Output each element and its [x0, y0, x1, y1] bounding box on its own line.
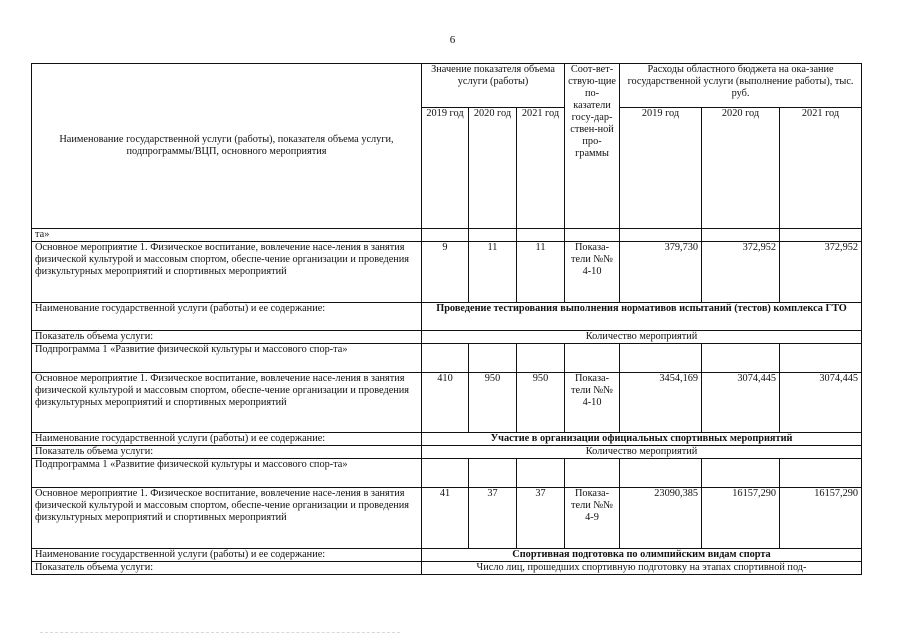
volume-value: 11: [517, 242, 565, 303]
header-year: 2020 год: [702, 108, 780, 229]
table-row: [32, 303, 862, 331]
table-row: [32, 344, 862, 373]
header-year: 2021 год: [517, 108, 565, 229]
service-label: Наименование государственной услуги (работы) и ее содержание:: [32, 303, 422, 331]
scan-artifact: [40, 632, 400, 635]
header-year: 2020 год: [469, 108, 517, 229]
service-label: Наименование государственной услуги (работы) и ее содержание:: [32, 549, 422, 562]
budget-value: 3074,445: [702, 373, 780, 433]
continuation-text: та»: [32, 229, 422, 242]
subprogram-name: Подпрограмма 1 «Развитие физической культуры и массового спор-та»: [32, 344, 422, 373]
indicator-label: Показатель объема услуги:: [32, 446, 422, 459]
table-row: [32, 488, 862, 549]
table-row: [32, 331, 862, 344]
budget-value: 3074,445: [780, 373, 862, 433]
indicator-label: Показатель объема услуги:: [32, 331, 422, 344]
table-row: [32, 549, 862, 562]
budget-value: 379,730: [620, 242, 702, 303]
volume-value: 950: [517, 373, 565, 433]
indicator-ref: Показа-тели №№ 4-10: [565, 242, 620, 303]
page-number: 6: [449, 34, 456, 46]
indicator-ref: Показа-тели №№ 4-10: [565, 373, 620, 433]
table-row: [32, 229, 862, 242]
budget-value: 23090,385: [620, 488, 702, 549]
header-name-column: Наименование государственной услуги (работы), показателя объема услуги, подпрограммы/ВЦП, основного мероприятия: [32, 64, 422, 229]
header-year: 2019 год: [422, 108, 469, 229]
subprogram-name: Подпрограмма 1 «Развитие физической культуры и массового спор-та»: [32, 459, 422, 488]
activity-name: Основное мероприятие 1. Физическое воспитание, вовлечение насе-ления в занятия физической культурой и массовым спортом, обеспе-чение организации и проведения физкультурных мероприятий и спортивных мероприятий: [32, 373, 422, 433]
volume-value: 41: [422, 488, 469, 549]
service-title: Участие в организации официальных спортивных мероприятий: [422, 433, 862, 446]
activity-name: Основное мероприятие 1. Физическое воспитание, вовлечение насе-ления в занятия физической культурой и массовым спортом, обеспе-чение организации и проведения физкультурных мероприятий и спортивных мероприятий: [32, 488, 422, 549]
indicator-value: Число лиц, прошедших спортивную подготовку на этапах спортивной под-: [422, 562, 862, 575]
table-row: [32, 242, 862, 303]
header-volume-group: Значение показателя объема услуги (работы): [422, 64, 565, 108]
volume-value: 37: [517, 488, 565, 549]
indicator-label: Показатель объема услуги:: [32, 562, 422, 575]
budget-value: 372,952: [702, 242, 780, 303]
budget-value: 372,952: [780, 242, 862, 303]
table-row: [32, 446, 862, 459]
table-header-row: [32, 64, 862, 108]
table-row: [32, 433, 862, 446]
budget-value: 16157,290: [702, 488, 780, 549]
budget-value: 3454,169: [620, 373, 702, 433]
table-row: [32, 459, 862, 488]
budget-table: [31, 63, 862, 575]
volume-value: 9: [422, 242, 469, 303]
indicator-value: Количество мероприятий: [422, 446, 862, 459]
table-row: [32, 373, 862, 433]
header-year: 2021 год: [780, 108, 862, 229]
volume-value: 950: [469, 373, 517, 433]
header-budget-group: Расходы областного бюджета на ока-зание государственной услуги (выполнение работы), тыс. руб.: [620, 64, 862, 108]
service-title: Проведение тестирования выполнения нормативов испытаний (тестов) комплекса ГТО: [422, 303, 862, 331]
table-row: [32, 562, 862, 575]
volume-value: 37: [469, 488, 517, 549]
service-label: Наименование государственной услуги (работы) и ее содержание:: [32, 433, 422, 446]
activity-name: Основное мероприятие 1. Физическое воспитание, вовлечение насе-ления в занятия физической культурой и массовым спортом, обеспе-чение организации и проведения физкультурных мероприятий и спортивных мероприятий: [32, 242, 422, 303]
budget-value: 16157,290: [780, 488, 862, 549]
header-match-column: Соот-вет-ствую-щие по-казатели госу-дар-ствен-ной про-граммы: [565, 64, 620, 229]
indicator-value: Количество мероприятий: [422, 331, 862, 344]
service-title: Спортивная подготовка по олимпийским видам спорта: [422, 549, 862, 562]
volume-value: 11: [469, 242, 517, 303]
volume-value: 410: [422, 373, 469, 433]
header-year: 2019 год: [620, 108, 702, 229]
indicator-ref: Показа-тели №№ 4-9: [565, 488, 620, 549]
